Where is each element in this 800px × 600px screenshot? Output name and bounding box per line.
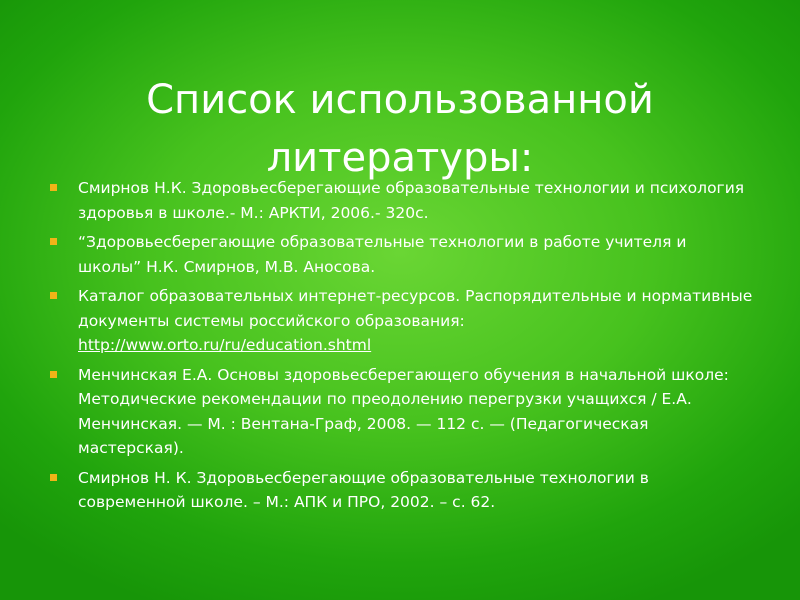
reference-list [48,176,753,520]
square-bullet-icon [50,474,57,481]
slide-title: Список использованной литературы: [146,76,654,181]
reference-link[interactable]: http://www.orto.ru/ru/education.shtml [78,336,372,354]
reference-item [48,363,753,461]
square-bullet-icon [50,238,57,245]
square-bullet-icon [50,292,57,299]
reference-text: “Здоровьесберегающие образовательные технологии в работе учителя и школы” Н.К. Смирнов, М.В. Аносова. [78,233,687,276]
reference-text: Каталог образовательных интернет-ресурсов. Распорядительные и нормативные документы системы российского образования: [78,287,753,330]
reference-item [48,230,753,279]
square-bullet-icon [50,371,57,378]
reference-item [48,466,753,515]
reference-text: Менчинская Е.А. Основы здоровьесберегающего обучения в начальной школе: Методические рекомендации по преодолению перегрузки учащихся / Е.А. Менчинская. — М. : Вентана-Граф, 2008. — 112 с. — (Педагогическая мастерская). [78,365,729,457]
reference-text: Смирнов Н. К. Здоровьесберегающие образовательные технологии в современной школе. – М.: АПК и ПРО, 2002. – с. 62. [78,468,649,511]
square-bullet-icon [50,184,57,191]
reference-item [48,284,753,358]
reference-text: Смирнов Н.К. Здоровьесберегающие образовательные технологии и психология здоровья в школе.- М.: АРКТИ, 2006.- 320с. [78,179,745,222]
reference-item [48,176,753,225]
